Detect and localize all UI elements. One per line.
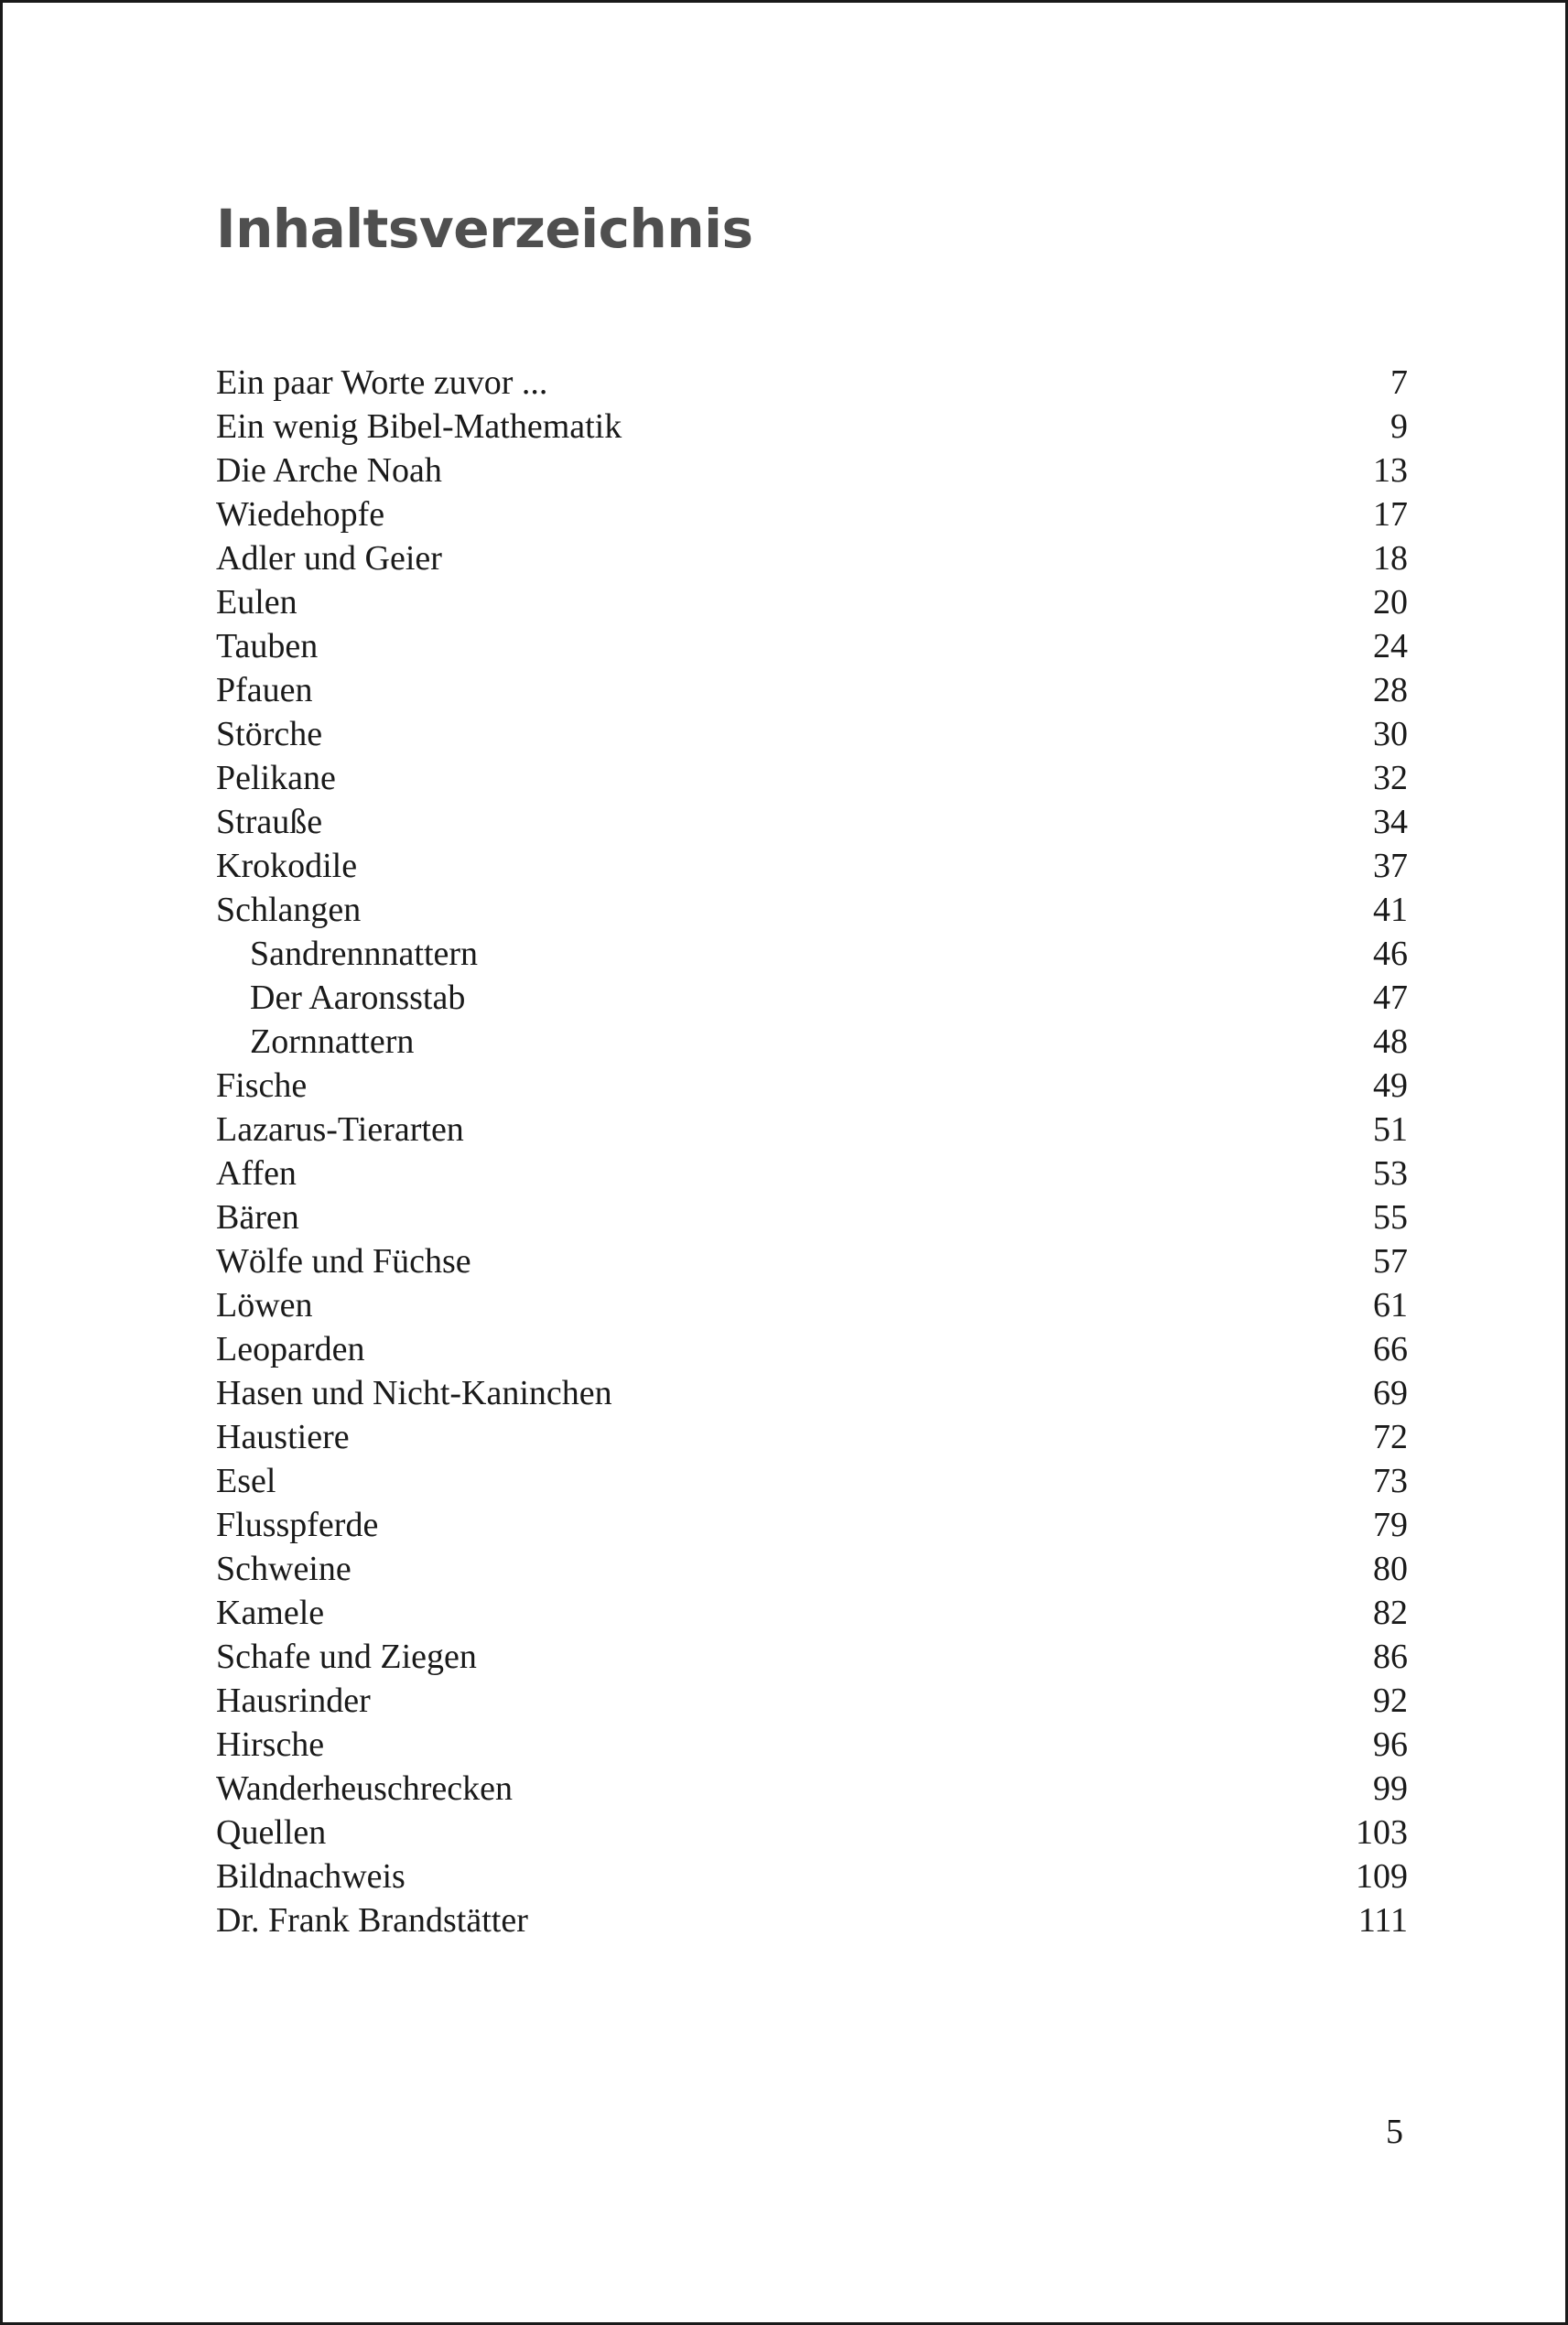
- toc-entry-page: 69: [1373, 1374, 1408, 1412]
- toc-entry: [216, 1503, 1408, 1547]
- toc-entry-page: 46: [1373, 935, 1408, 973]
- toc-entry: [216, 624, 1408, 668]
- page-title: Inhaltsverzeichnis: [216, 198, 753, 260]
- toc-entry-page: 37: [1373, 847, 1408, 885]
- toc-entry: [216, 668, 1408, 712]
- toc-entry-title: Esel: [216, 1462, 276, 1500]
- toc-entry-page: 111: [1357, 1901, 1408, 1940]
- toc-entry: [216, 1635, 1408, 1679]
- toc-entry-title: Wiedehopfe: [216, 495, 385, 534]
- toc-entry: [216, 1679, 1408, 1723]
- toc-entry: [216, 1064, 1408, 1108]
- toc-entry-title: Fische: [216, 1066, 308, 1105]
- toc-entry: [216, 1459, 1408, 1503]
- toc-entry-page: 41: [1373, 891, 1408, 929]
- toc-entry-title: Hasen und Nicht-Kaninchen: [216, 1374, 612, 1412]
- toc-entry-title: Wanderheuschrecken: [216, 1769, 513, 1808]
- toc-entry-title: Tauben: [216, 627, 319, 665]
- toc-entry-page: 13: [1373, 451, 1408, 490]
- toc-entry-page: 66: [1373, 1330, 1408, 1368]
- toc-entry-title: Pelikane: [216, 759, 336, 797]
- toc-entry-title: Haustiere: [216, 1418, 350, 1456]
- toc-entry-title: Leoparden: [216, 1330, 365, 1368]
- toc-subentry: [216, 932, 1408, 976]
- toc-entry-title: Dr. Frank Brandstätter: [216, 1901, 528, 1940]
- toc-entry-title: Strauße: [216, 803, 323, 841]
- toc-entry-page: 9: [1390, 407, 1408, 446]
- table-of-contents: [216, 361, 1408, 1942]
- toc-entry-title: Pfauen: [216, 671, 313, 709]
- toc-entry-title: Hausrinder: [216, 1682, 371, 1720]
- toc-entry: [216, 1723, 1408, 1767]
- toc-entry: [216, 844, 1408, 888]
- toc-entry-page: 49: [1373, 1066, 1408, 1105]
- toc-entry-title: Der Aaronsstab: [250, 979, 466, 1017]
- toc-entry: [216, 1767, 1408, 1811]
- toc-entry-page: 28: [1373, 671, 1408, 709]
- toc-entry-page: 82: [1373, 1594, 1408, 1632]
- toc-entry-page: 57: [1373, 1242, 1408, 1281]
- toc-entry-page: 24: [1373, 627, 1408, 665]
- toc-entry-page: 20: [1373, 583, 1408, 622]
- toc-entry-page: 79: [1373, 1506, 1408, 1544]
- toc-entry-page: 53: [1373, 1154, 1408, 1193]
- toc-entry-title: Ein paar Worte zuvor ...: [216, 363, 548, 402]
- toc-entry-page: 7: [1390, 363, 1408, 402]
- toc-entry: [216, 1415, 1408, 1459]
- toc-entry-title: Schlangen: [216, 891, 362, 929]
- toc-entry-page: 55: [1373, 1198, 1408, 1237]
- toc-entry-page: 86: [1373, 1638, 1408, 1676]
- toc-entry-title: Krokodile: [216, 847, 358, 885]
- toc-entry-page: 80: [1373, 1550, 1408, 1588]
- toc-entry-title: Bären: [216, 1198, 299, 1237]
- toc-entry-page: 61: [1373, 1286, 1408, 1325]
- toc-entry-page: 109: [1356, 1857, 1408, 1896]
- toc-entry-page: 34: [1373, 803, 1408, 841]
- toc-entry-page: 30: [1373, 715, 1408, 753]
- toc-subentry: [216, 976, 1408, 1020]
- toc-entry-title: Quellen: [216, 1813, 327, 1852]
- toc-entry: [216, 1239, 1408, 1283]
- toc-entry-page: 32: [1373, 759, 1408, 797]
- toc-entry: [216, 580, 1408, 624]
- toc-entry: [216, 1108, 1408, 1152]
- toc-entry-title: Ein wenig Bibel-Mathematik: [216, 407, 622, 446]
- toc-entry: [216, 1591, 1408, 1635]
- toc-entry-title: Löwen: [216, 1286, 313, 1325]
- toc-entry-page: 96: [1373, 1725, 1408, 1764]
- toc-entry: [216, 800, 1408, 844]
- toc-entry: [216, 536, 1408, 580]
- toc-entry-title: Adler und Geier: [216, 539, 442, 578]
- toc-entry-title: Störche: [216, 715, 323, 753]
- toc-entry: [216, 1547, 1408, 1591]
- toc-entry-title: Sandrennnattern: [250, 935, 479, 973]
- toc-entry-page: 103: [1356, 1813, 1408, 1852]
- toc-entry-title: Zornnattern: [250, 1022, 415, 1061]
- toc-entry-title: Lazarus-Tierarten: [216, 1110, 464, 1149]
- toc-entry-page: 99: [1373, 1769, 1408, 1808]
- toc-entry: [216, 449, 1408, 492]
- toc-entry: [216, 1855, 1408, 1898]
- toc-entry-title: Schafe und Ziegen: [216, 1638, 477, 1676]
- toc-subentry: [216, 1020, 1408, 1064]
- toc-entry-title: Affen: [216, 1154, 297, 1193]
- toc-entry-title: Bildnachweis: [216, 1857, 406, 1896]
- toc-entry-page: 73: [1373, 1462, 1408, 1500]
- toc-entry: [216, 888, 1408, 932]
- toc-entry-title: Schweine: [216, 1550, 351, 1588]
- toc-entry: [216, 712, 1408, 756]
- toc-entry: [216, 1371, 1408, 1415]
- toc-entry-title: Flusspferde: [216, 1506, 379, 1544]
- toc-entry: [216, 1898, 1408, 1942]
- toc-entry: [216, 756, 1408, 800]
- toc-entry-title: Die Arche Noah: [216, 451, 442, 490]
- toc-entry-title: Kamele: [216, 1594, 325, 1632]
- toc-entry: [216, 361, 1408, 405]
- toc-entry-page: 18: [1373, 539, 1408, 578]
- toc-entry-title: Eulen: [216, 583, 297, 622]
- toc-entry: [216, 1327, 1408, 1371]
- toc-entry: [216, 1811, 1408, 1855]
- toc-entry-page: 72: [1373, 1418, 1408, 1456]
- toc-entry: [216, 1195, 1408, 1239]
- toc-entry-title: Hirsche: [216, 1725, 325, 1764]
- toc-entry-page: 92: [1373, 1682, 1408, 1720]
- toc-entry: [216, 1152, 1408, 1195]
- toc-entry-title: Wölfe und Füchse: [216, 1242, 471, 1281]
- toc-entry-page: 51: [1373, 1110, 1408, 1149]
- toc-entry: [216, 405, 1408, 449]
- page-number: 5: [1386, 2113, 1403, 2151]
- toc-entry-page: 47: [1373, 979, 1408, 1017]
- toc-entry-page: 17: [1373, 495, 1408, 534]
- toc-entry: [216, 1283, 1408, 1327]
- toc-entry-page: 48: [1373, 1022, 1408, 1061]
- toc-entry: [216, 492, 1408, 536]
